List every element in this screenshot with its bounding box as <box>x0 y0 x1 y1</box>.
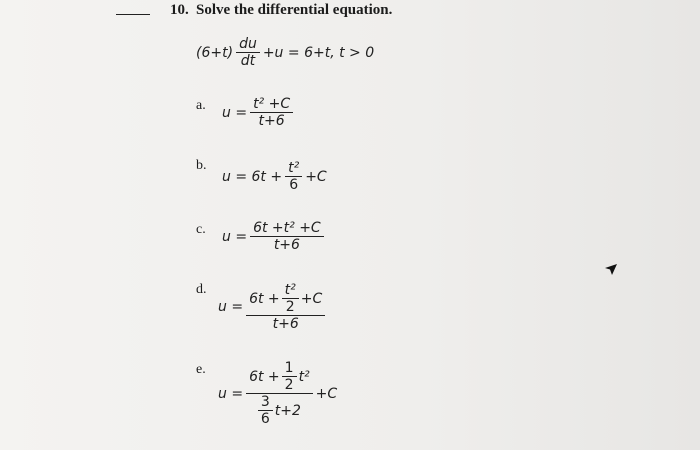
option-e-expression <box>218 360 337 427</box>
option-c-numerator: 6t +t² +C <box>253 220 321 236</box>
option-d-fraction <box>246 282 325 332</box>
option-e-lhs: u = <box>218 385 244 402</box>
option-d-expression <box>218 282 325 332</box>
option-e-den-post: t+2 <box>274 402 301 419</box>
option-a-numerator: t² +C <box>253 96 291 112</box>
option-e-num-post: t² <box>298 368 310 385</box>
differential-equation <box>196 36 374 69</box>
option-d-denominator: t+6 <box>272 316 299 332</box>
option-d-inner-denominator: 2 <box>285 299 295 315</box>
option-e-den-inner-numerator: 3 <box>260 394 270 410</box>
question-prompt: Solve the differential equation. <box>196 2 393 18</box>
option-c-expression <box>222 220 324 253</box>
option-a-expression <box>222 96 293 129</box>
option-b-tail: +C <box>305 168 327 185</box>
option-a-fraction <box>250 96 293 129</box>
option-e-tail: +C <box>315 385 338 402</box>
option-e-inner-numerator: 1 <box>284 360 294 376</box>
option-e-fraction <box>246 360 313 427</box>
option-e-den-inner-fraction <box>258 394 273 427</box>
derivative-fraction <box>236 36 260 69</box>
derivative-denominator: dt <box>240 53 256 69</box>
option-e-label[interactable]: e. <box>196 362 206 377</box>
option-c-fraction <box>250 220 324 253</box>
option-e-num-pre: 6t + <box>249 368 280 385</box>
option-b-numerator: t² <box>288 160 300 176</box>
option-a-label[interactable]: a. <box>196 98 206 113</box>
option-d-inner-fraction <box>282 282 299 315</box>
answer-blank[interactable] <box>116 14 150 15</box>
option-b-denominator: 6 <box>289 177 299 193</box>
option-b-fraction <box>285 160 302 193</box>
option-d-inner-numerator: t² <box>284 282 296 298</box>
option-c-label[interactable]: c. <box>196 222 206 237</box>
option-d-num-post: +C <box>300 290 323 307</box>
option-b-lhs: u = 6t + <box>222 168 283 185</box>
option-e-den-inner-denominator: 6 <box>260 411 270 427</box>
option-d-lhs: u = <box>218 299 244 315</box>
option-c-lhs: u = <box>222 228 248 245</box>
option-c-denominator: t+6 <box>273 237 300 253</box>
question-number: 10. <box>170 2 189 18</box>
equation-rest: +u = 6+t, t > 0 <box>262 44 375 61</box>
derivative-numerator: du <box>239 36 257 52</box>
option-d-num-pre: 6t + <box>249 290 280 307</box>
option-a-denominator: t+6 <box>258 113 285 129</box>
option-e-denominator <box>255 394 304 427</box>
equation-coefficient: (6+t) <box>196 44 234 61</box>
cursor-arrow-icon <box>603 262 619 276</box>
option-a-lhs: u = <box>222 104 248 121</box>
option-e-inner-denominator: 2 <box>284 377 294 393</box>
option-e-numerator <box>246 360 313 393</box>
option-e-num-inner-fraction <box>282 360 297 393</box>
option-d-label[interactable]: d. <box>196 282 207 297</box>
option-b-expression <box>222 160 327 193</box>
option-b-label[interactable]: b. <box>196 158 207 173</box>
option-d-numerator <box>246 282 325 315</box>
